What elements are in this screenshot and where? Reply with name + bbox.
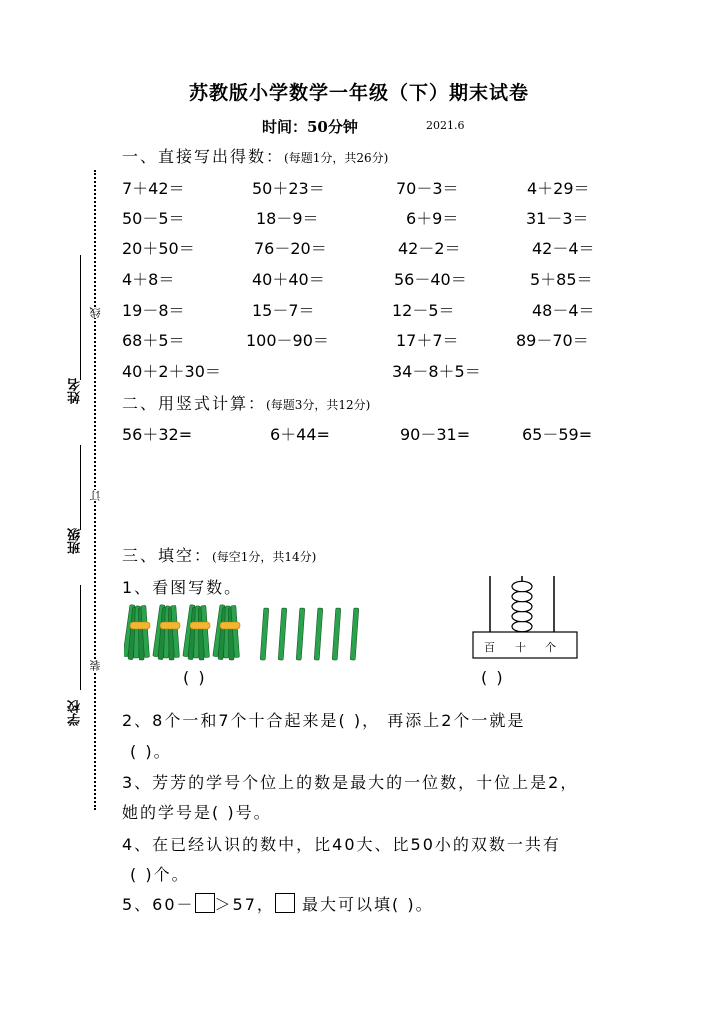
problem-1-19: 12－5＝ <box>392 301 455 320</box>
problem-1-11: 42－2＝ <box>398 239 461 258</box>
question-3-3-line1: 3、芳芳的学号个位上的数是最大的一位数，十位上是2， <box>122 773 579 792</box>
question-3-4-line2: ( )个。 <box>130 865 190 884</box>
question-3-5 <box>122 892 434 915</box>
problem-1-12: 42－4＝ <box>532 239 595 258</box>
stick-bundle <box>183 605 210 660</box>
problem-1-4: 4＋29＝ <box>527 179 590 198</box>
question-3-5-part-a: 5、60－ <box>122 895 195 914</box>
section3-heading <box>122 543 316 566</box>
problem-1-3: 70－3＝ <box>396 179 459 198</box>
problem-1-25: 40＋2＋30＝ <box>122 362 221 381</box>
question-3-1: 1、看图写数。 <box>122 578 243 597</box>
problem-2-1: 56＋32= <box>122 425 193 444</box>
section2-title: 二、用竖式计算： <box>122 394 267 413</box>
single-stick <box>260 608 269 660</box>
problem-2-4: 65－59= <box>522 425 593 444</box>
section1-heading <box>122 144 388 167</box>
problem-1-14: 40＋40＝ <box>252 270 325 289</box>
class-label: 班级 <box>68 528 83 554</box>
problem-2-3: 90－31= <box>400 425 471 444</box>
abacus-label-ones: 个 <box>545 641 556 654</box>
question-3-2-line2: ( )。 <box>130 742 172 761</box>
section1-title: 一、直接写出得数： <box>122 147 285 166</box>
binding-mark-xian: 线 <box>89 307 102 318</box>
problem-1-9: 20＋50＝ <box>122 239 195 258</box>
answer-blank-sticks[interactable]: ( ) <box>183 668 207 687</box>
problem-1-22: 100－90＝ <box>246 331 329 350</box>
abacus-bead <box>512 581 532 591</box>
answer-box-2[interactable] <box>275 893 295 913</box>
problem-1-18: 15－7＝ <box>252 301 315 320</box>
question-3-4-line1: 4、在已经认识的数中，比40大、比50小的双数一共有 <box>122 835 561 854</box>
problem-1-15: 56－40＝ <box>394 270 467 289</box>
problem-1-23: 17＋7＝ <box>396 331 459 350</box>
question-3-3-line2: 她的学号是( )号。 <box>122 803 272 822</box>
exam-date: 2021.6 <box>426 119 465 132</box>
problem-1-2: 50＋23＝ <box>252 179 325 198</box>
answer-box-1[interactable] <box>195 893 215 913</box>
abacus-bead <box>512 611 532 621</box>
school-write-line <box>80 585 81 690</box>
question-3-5-part-b: ＞57， <box>214 895 275 914</box>
problem-1-20: 48－4＝ <box>532 301 595 320</box>
problem-1-1: 7＋42＝ <box>122 179 185 198</box>
section3-note: (每空1分，共14分) <box>212 550 317 564</box>
question-3-5-part-c: 最大可以填( )。 <box>294 895 434 914</box>
binding-mark-zhuang: 装 <box>89 660 102 671</box>
abacus-bead <box>512 601 532 611</box>
abacus-bead <box>512 621 532 631</box>
single-stick <box>278 608 287 660</box>
problem-2-2: 6＋44= <box>270 425 330 444</box>
abacus-label-hundreds: 百 <box>484 641 495 654</box>
name-write-line <box>80 255 81 380</box>
problem-1-5: 50－5＝ <box>122 209 185 228</box>
single-stick <box>350 608 359 660</box>
problem-1-10: 76－20＝ <box>254 239 327 258</box>
question-3-2-line1: 2、8个一和7个十合起来是( )， 再添上2个一就是 <box>122 711 526 730</box>
section3-title: 三、填空： <box>122 546 213 565</box>
problem-1-7: 6＋9＝ <box>406 209 459 228</box>
single-stick <box>332 608 341 660</box>
stick-bundle <box>124 605 150 660</box>
section1-note: (每题1分，共26分) <box>284 151 389 165</box>
problem-1-8: 31－3＝ <box>526 209 589 228</box>
abacus-label-tens: 十 <box>515 641 526 654</box>
abacus-bead <box>512 591 532 601</box>
exam-time: 时间：50分钟 <box>262 118 358 136</box>
school-label: 学校 <box>68 700 83 726</box>
problem-1-17: 19－8＝ <box>122 301 185 320</box>
answer-blank-abacus[interactable]: ( ) <box>481 668 505 687</box>
class-write-line <box>80 445 81 530</box>
section2-heading <box>122 391 370 414</box>
binding-mark-ding: 订 <box>89 490 102 501</box>
stick-bundle <box>213 605 240 660</box>
problem-1-21: 68＋5＝ <box>122 331 185 350</box>
name-label: 姓名 <box>68 378 83 404</box>
counting-sticks-figure <box>124 602 374 668</box>
problem-1-6: 18－9＝ <box>256 209 319 228</box>
problem-1-26: 34－8＋5＝ <box>392 362 481 381</box>
section2-note: (每题3分，共12分) <box>266 398 371 412</box>
problem-1-13: 4＋8＝ <box>122 270 175 289</box>
problem-1-24: 89－70＝ <box>516 331 589 350</box>
page-title: 苏教版小学数学一年级（下）期末试卷 <box>188 82 529 104</box>
single-stick <box>314 608 323 660</box>
problem-1-16: 5＋85＝ <box>530 270 593 289</box>
stick-bundle <box>153 605 180 660</box>
single-stick <box>296 608 305 660</box>
